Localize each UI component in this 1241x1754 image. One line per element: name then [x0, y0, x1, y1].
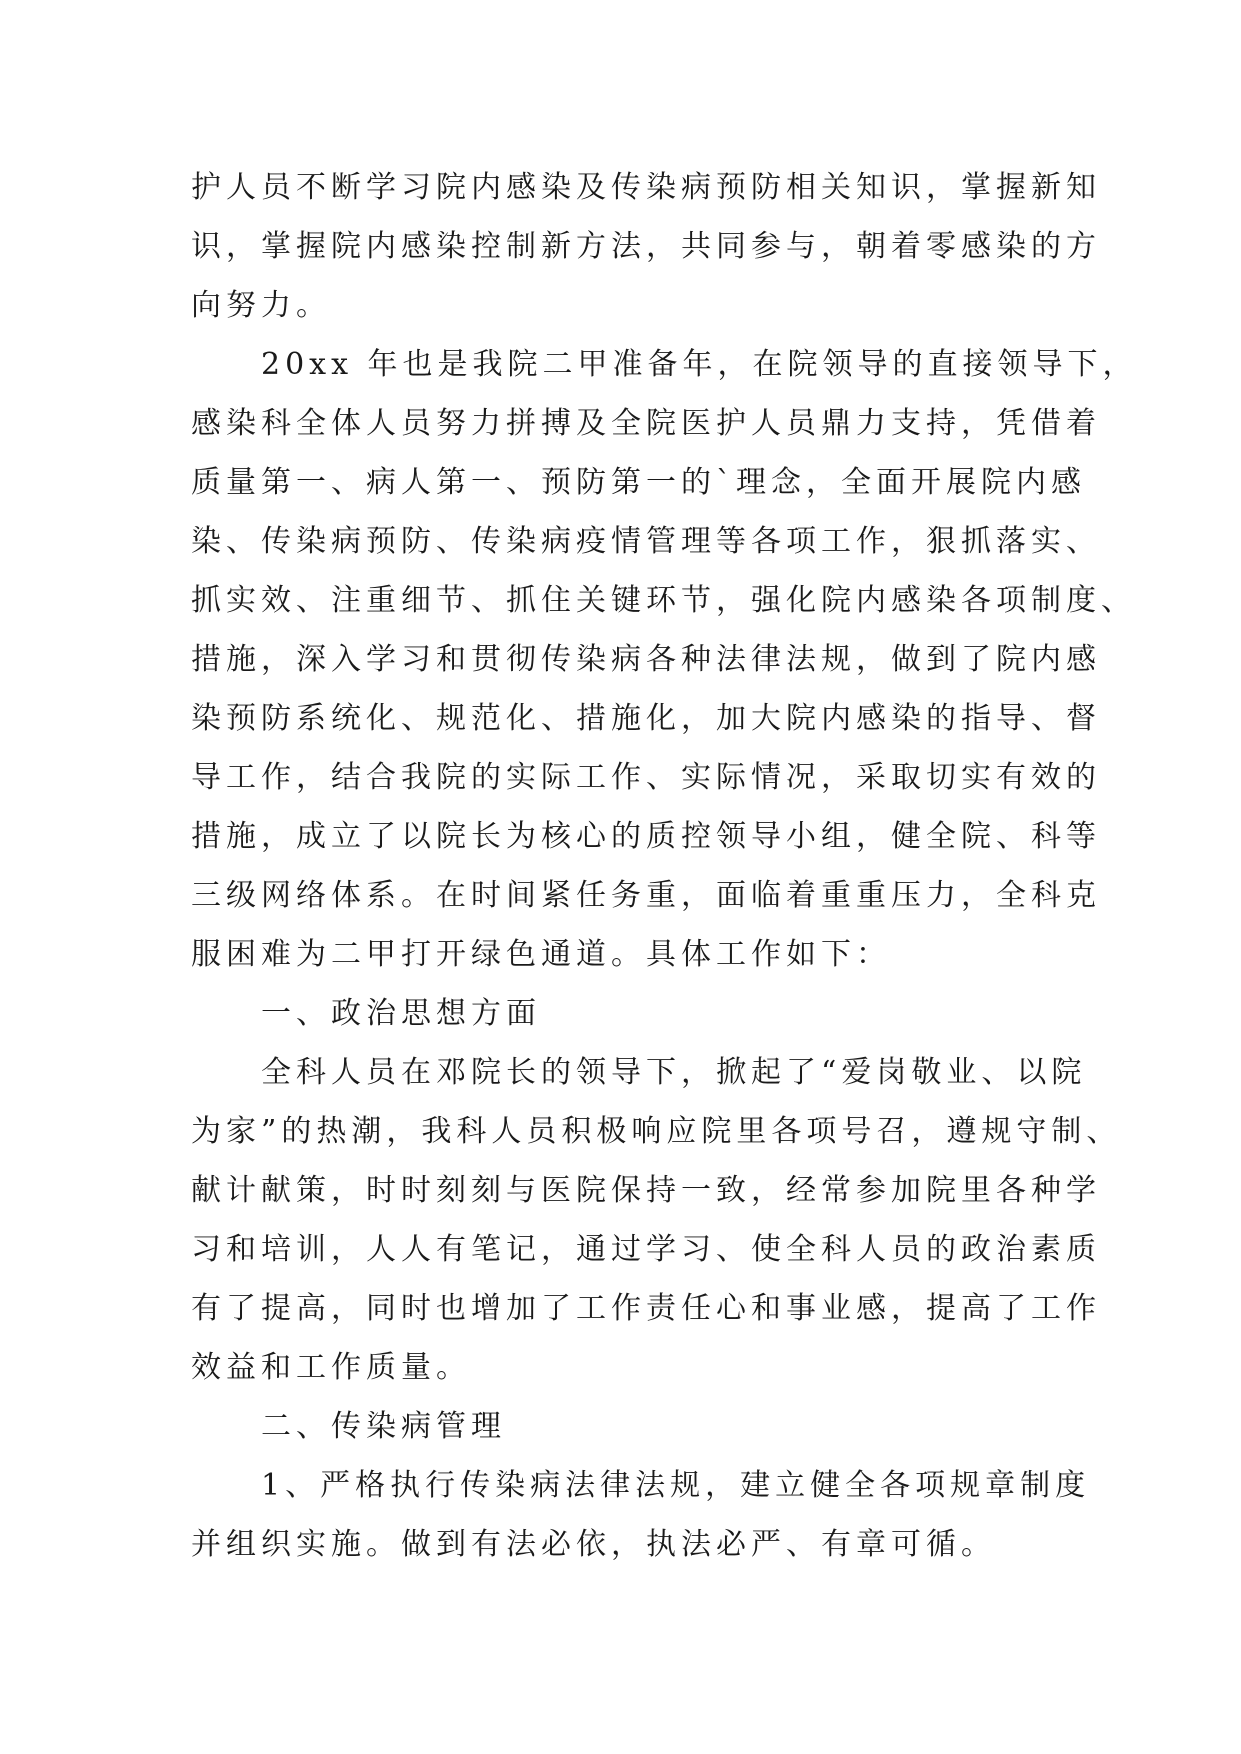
text-line: 有了提高，同时也增加了工作责任心和事业感，提高了工作 — [191, 1291, 1101, 1326]
text-line: 献计献策，时时刻刻与医院保持一致，经常参加院里各种学 — [191, 1173, 1101, 1208]
section-heading: 二、传染病管理 — [191, 1409, 506, 1444]
text-line: 全科人员在邓院长的领导下，掀起了“爱岗敬业、以院 — [191, 1055, 1087, 1090]
text-line: 三级网络体系。在时间紧任务重，面临着重重压力，全科克 — [191, 878, 1101, 913]
text-line: 护人员不断学习院内感染及传染病预防相关知识，掌握新知 — [191, 170, 1101, 205]
text-line: 为家”的热潮，我科人员积极响应院里各项号召，遵规守制、 — [191, 1114, 1122, 1149]
text-line: 20xx 年也是我院二甲准备年，在院领导的直接领导下， — [191, 347, 1138, 382]
text-line: 1、严格执行传染病法律法规，建立健全各项规章制度 — [191, 1468, 1091, 1503]
section-heading: 一、政治思想方面 — [191, 996, 541, 1031]
text-line: 服困难为二甲打开绿色通道。具体工作如下： — [191, 937, 891, 972]
text-line: 质量第一、病人第一、预防第一的`理念，全面开展院内感 — [191, 465, 1086, 500]
text-line: 染预防系统化、规范化、措施化，加大院内感染的指导、督 — [191, 701, 1101, 736]
text-line: 措施，深入学习和贯彻传染病各种法律法规，做到了院内感 — [191, 642, 1101, 677]
text-line: 识，掌握院内感染控制新方法，共同参与，朝着零感染的方 — [191, 229, 1101, 264]
text-line: 措施，成立了以院长为核心的质控领导小组，健全院、科等 — [191, 819, 1101, 854]
text-line: 习和培训，人人有笔记，通过学习、使全科人员的政治素质 — [191, 1232, 1101, 1267]
text-line: 抓实效、注重细节、抓住关键环节，强化院内感染各项制度、 — [191, 583, 1136, 618]
text-line: 向努力。 — [191, 288, 331, 323]
text-line: 效益和工作质量。 — [191, 1350, 471, 1385]
text-line: 感染科全体人员努力拼搏及全院医护人员鼎力支持，凭借着 — [191, 406, 1101, 441]
text-line: 并组织实施。做到有法必依，执法必严、有章可循。 — [191, 1527, 996, 1562]
text-line: 染、传染病预防、传染病疫情管理等各项工作，狠抓落实、 — [191, 524, 1101, 559]
text-line: 导工作，结合我院的实际工作、实际情况，采取切实有效的 — [191, 760, 1101, 795]
body-text — [191, 158, 1138, 1574]
